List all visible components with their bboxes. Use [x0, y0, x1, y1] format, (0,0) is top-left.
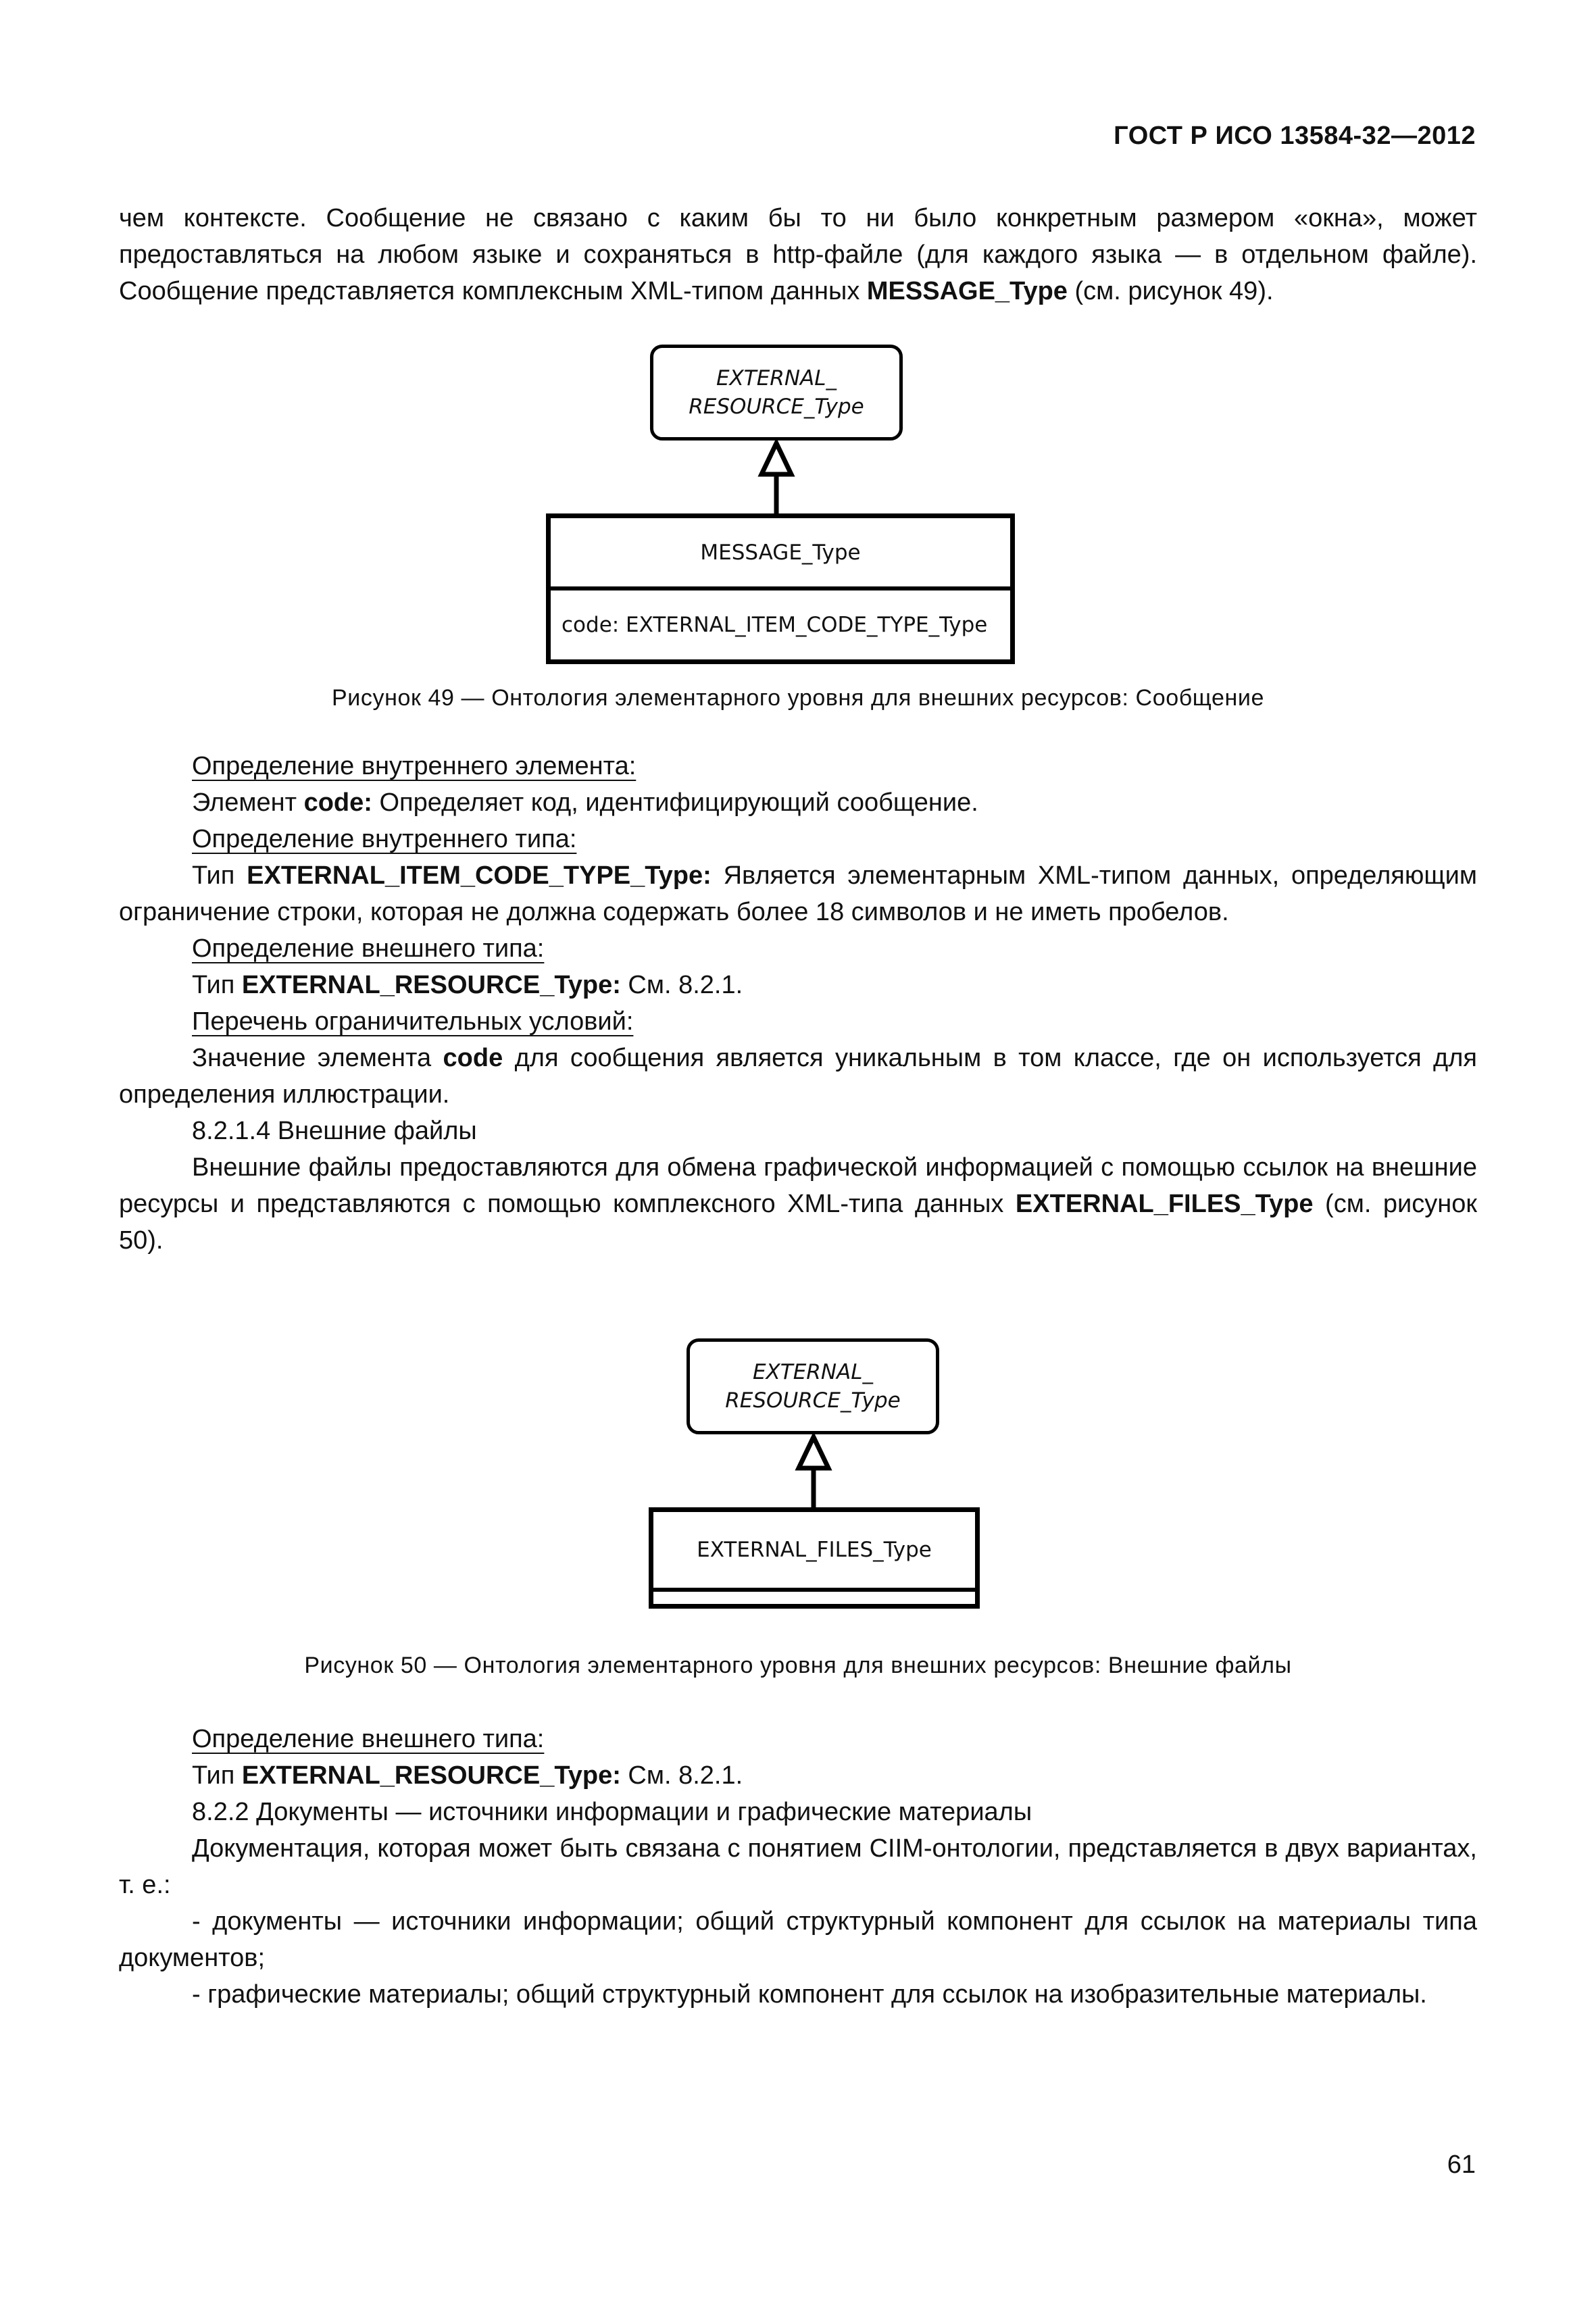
superclass-label-line2: RESOURCE_Type [725, 1388, 901, 1413]
class-attribute: code: EXTERNAL_ITEM_CODE_TYPE_Type [551, 586, 1010, 659]
external-files-type-class-box [649, 1507, 980, 1609]
inheritance-arrow [756, 441, 797, 522]
constraint-text: Значение элемента code для сообщения является уникальным в том классе, где он используется для определения иллюстрации. [119, 1044, 1477, 1109]
constraints-heading: Перечень ограничительных условий: [192, 1007, 634, 1036]
class-name: EXTERNAL_FILES_Type [697, 1538, 932, 1562]
list-item-documents: - документы — источники информации; общий структурный компонент для ссылок на материалы типа документов; [119, 1907, 1477, 1972]
superclass-box [650, 345, 903, 441]
page-content [119, 200, 1477, 2013]
class-name: MESSAGE_Type [700, 540, 861, 565]
empty-attribute-compartment [653, 1588, 975, 1605]
section-8214-paragraph: Внешние файлы предоставляются для обмена графической информацией с помощью ссылок на внешние ресурсы и представляются с помощью комплексного XML-типа данных EXTERNAL_FILES_Type (см. рисунок 50). [119, 1153, 1477, 1255]
inheritance-arrow [793, 1434, 834, 1515]
element-code-definition: Элемент code: Определяет код, идентифицирующий сообщение. [192, 788, 978, 817]
internal-element-heading: Определение внутреннего элемента: [192, 752, 637, 780]
superclass-label-line1: EXTERNAL_ [752, 1360, 874, 1384]
external-type-definition-2: Тип EXTERNAL_RESOURCE_Type: См. 8.2.1. [192, 1761, 743, 1790]
figure-49-caption: Рисунок 49 — Онтология элементарного уровня для внешних ресурсов: Сообщение [332, 685, 1264, 711]
superclass-label-line1: EXTERNAL_ [716, 366, 837, 391]
page-number: 61 [1447, 2150, 1476, 2179]
external-type-heading: Определение внешнего типа: [192, 934, 545, 963]
internal-type-heading: Определение внутреннего типа: [192, 825, 577, 853]
figure-50-caption: Рисунок 50 — Онтология элементарного уровня для внешних ресурсов: Внешние файлы [304, 1653, 1292, 1678]
internal-type-definition: Тип EXTERNAL_ITEM_CODE_TYPE_Type: Является элементарным XML-типом данных, определяющим ограничение строки, которая не должна содержать более 18 символов и не иметь пробелов. [119, 861, 1478, 926]
figure-50-diagram [119, 1338, 1477, 1636]
message-type-class-box [546, 513, 1015, 664]
section-822-paragraph: Документация, которая может быть связана с понятием CIIM-онтологии, представляется в двух вариантах, т. е.: [119, 1834, 1477, 1899]
section-8214-heading: 8.2.1.4 Внешние файлы [192, 1117, 477, 1145]
external-type-definition: Тип EXTERNAL_RESOURCE_Type: См. 8.2.1. [192, 971, 743, 999]
document-code-header: ГОСТ Р ИСО 13584-32—2012 [1114, 122, 1476, 150]
intro-paragraph: чем контексте. Сообщение не связано с каким бы то ни было конкретным размером «окна», может предоставляться на любом языке и сохраняться в http-файле (для каждого языка — в отдельном файле). Сообщение представляется комплексным XML-типом данных MESSAGE_Type (см. рисунок 49). [119, 204, 1477, 305]
superclass-label-line2: RESOURCE_Type [689, 395, 864, 419]
external-type-heading-2: Определение внешнего типа: [192, 1725, 545, 1753]
figure-49-diagram [119, 345, 1477, 672]
section-822-heading: 8.2.2 Документы — источники информации и графические материалы [192, 1798, 1032, 1826]
superclass-box [687, 1338, 939, 1434]
list-item-graphics: - графические материалы; общий структурный компонент для ссылок на изобразительные материалы. [192, 1980, 1427, 2009]
